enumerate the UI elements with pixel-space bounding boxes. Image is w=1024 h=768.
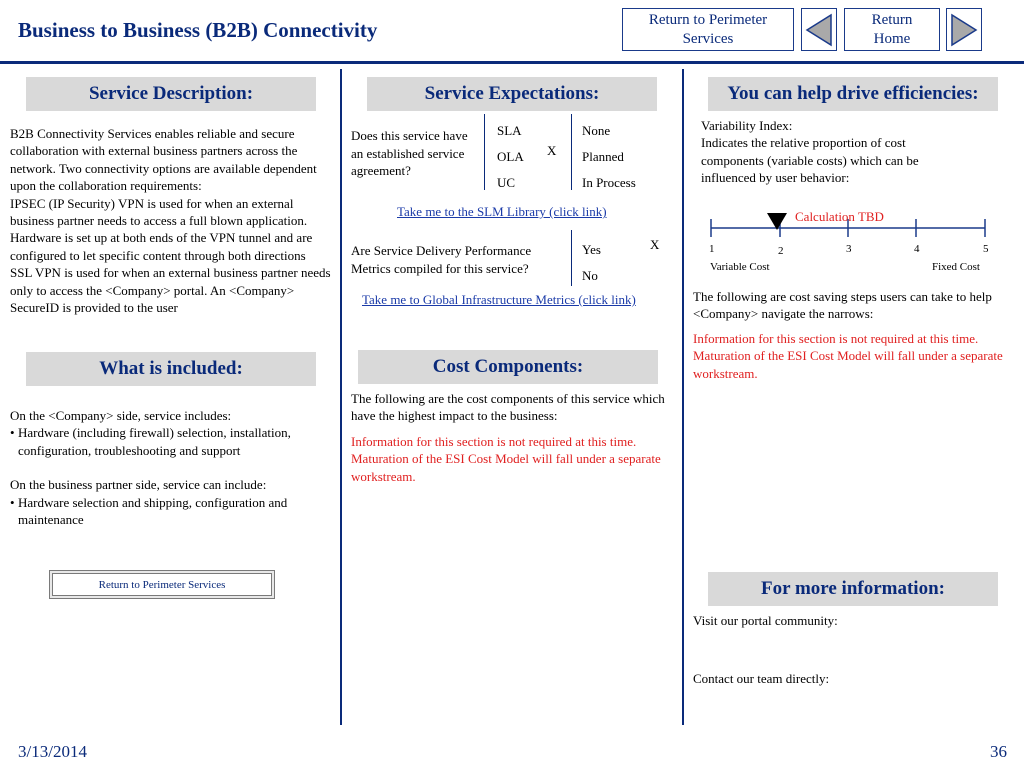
page-number: 36 bbox=[990, 742, 1007, 761]
return-to-perimeter-nav-label: Return to Perimeter Services bbox=[648, 11, 768, 47]
option-uc: UC bbox=[497, 175, 516, 190]
agreement-type-options bbox=[497, 118, 524, 196]
return-to-perimeter-nav-button[interactable] bbox=[622, 8, 794, 51]
column-divider-right bbox=[682, 69, 684, 725]
option-yes: Yes bbox=[582, 242, 601, 257]
option-in-process: In Process bbox=[582, 175, 636, 190]
return-home-nav-button[interactable] bbox=[844, 8, 940, 51]
efficiencies-heading: You can help drive efficiencies: bbox=[708, 77, 998, 111]
global-metrics-link[interactable]: Take me to Global Infrastructure Metrics (click link) bbox=[362, 292, 636, 307]
tick-label-2: 2 bbox=[778, 245, 784, 257]
ola-selected-mark: X bbox=[547, 143, 557, 158]
page-title: Business to Business (B2B) Connectivity bbox=[18, 18, 378, 42]
portal-community-text: Visit our portal community: bbox=[693, 613, 838, 628]
cost-components-intro: The following are the cost components of this service which have the highest impact to the business: bbox=[351, 391, 665, 424]
footer-date: 3/13/2014 bbox=[18, 742, 87, 761]
variability-description: Indicates the relative proportion of cost components (variable costs) which can be influenced by user behavior: bbox=[701, 135, 919, 186]
tick-label-5: 5 bbox=[983, 243, 989, 255]
next-slide-button[interactable] bbox=[946, 8, 982, 51]
variability-label: Variability Index: bbox=[701, 118, 793, 133]
option-none: None bbox=[582, 123, 611, 138]
yes-selected-mark: X bbox=[650, 237, 660, 252]
q2-divider bbox=[571, 230, 572, 286]
column-divider-left bbox=[340, 69, 342, 725]
option-planned: Planned bbox=[582, 149, 624, 164]
previous-slide-button[interactable] bbox=[801, 8, 837, 51]
option-sla: SLA bbox=[497, 123, 522, 138]
tick-label-3: 3 bbox=[846, 243, 852, 255]
more-info-heading: For more information: bbox=[708, 572, 998, 606]
return-home-nav-label: Return Home bbox=[871, 11, 913, 47]
service-description-text: B2B Connectivity Services enables reliable and secure collaboration with external business partners across the network. Two connectivity options are available dependent upon the collaboration requirements: IPSEC (IP Security) VPN is used for when an external business partner needs to access a full blown application. Hardware is set up at both ends of the VPN tunnel and are configured to let specific content through both directions SSL VPN is used for when an external business partner needs only to access the <Company> portal. An <Company> SecureID is provided to the user bbox=[10, 126, 331, 316]
left-arrow-icon bbox=[804, 13, 834, 47]
option-ola: OLA bbox=[497, 149, 524, 164]
contact-team-text: Contact our team directly: bbox=[693, 671, 830, 686]
q1-divider-right bbox=[571, 114, 572, 190]
service-description-heading: Service Description: bbox=[26, 77, 316, 111]
cost-components-heading: Cost Components: bbox=[358, 350, 658, 384]
variable-cost-label: Variable Cost bbox=[710, 261, 770, 273]
return-to-perimeter-button-label: Return to Perimeter Services bbox=[52, 573, 272, 596]
what-included-section bbox=[10, 407, 330, 528]
variability-scale bbox=[700, 205, 1010, 277]
company-items-list bbox=[10, 424, 330, 459]
return-to-perimeter-button[interactable] bbox=[49, 570, 275, 599]
partner-items-list bbox=[10, 494, 330, 529]
cost-saving-intro: The following are cost saving steps users can take to help <Company> navigate the narrows: bbox=[693, 289, 992, 322]
option-no: No bbox=[582, 268, 598, 283]
metrics-question: Are Service Delivery Performance Metrics compiled for this service? bbox=[351, 243, 532, 276]
efficiencies-note: Information for this section is not required at this time. Maturation of the ESI Cost Model will fall under a separate workstream. bbox=[693, 331, 1003, 381]
partner-side-intro: On the business partner side, service can include: bbox=[10, 477, 267, 493]
list-item: • Hardware (including firewall) selection, installation, configuration, troubleshooting and support bbox=[10, 424, 330, 459]
variability-section bbox=[701, 117, 951, 187]
q1-divider-left bbox=[484, 114, 485, 190]
tick-label-4: 4 bbox=[914, 243, 920, 255]
agreement-status-options bbox=[582, 118, 636, 196]
metrics-options bbox=[582, 237, 601, 289]
cost-components-note: Information for this section is not required at this time. Maturation of the ESI Cost Model will fall under a separate workstream. bbox=[351, 434, 661, 484]
what-included-heading: What is included: bbox=[26, 352, 316, 386]
service-expectations-heading: Service Expectations: bbox=[367, 77, 657, 111]
company-side-intro: On the <Company> side, service includes: bbox=[10, 408, 232, 423]
calculation-tbd-label: Calculation TBD bbox=[795, 209, 884, 224]
fixed-cost-label: Fixed Cost bbox=[932, 261, 980, 273]
right-arrow-icon bbox=[949, 13, 979, 47]
service-agreement-question: Does this service have an established service agreement? bbox=[351, 128, 468, 178]
header-divider bbox=[0, 61, 1024, 64]
slm-library-link[interactable]: Take me to the SLM Library (click link) bbox=[397, 204, 607, 219]
list-item: • Hardware selection and shipping, configuration and maintenance bbox=[10, 494, 330, 529]
tick-label-1: 1 bbox=[709, 243, 715, 255]
